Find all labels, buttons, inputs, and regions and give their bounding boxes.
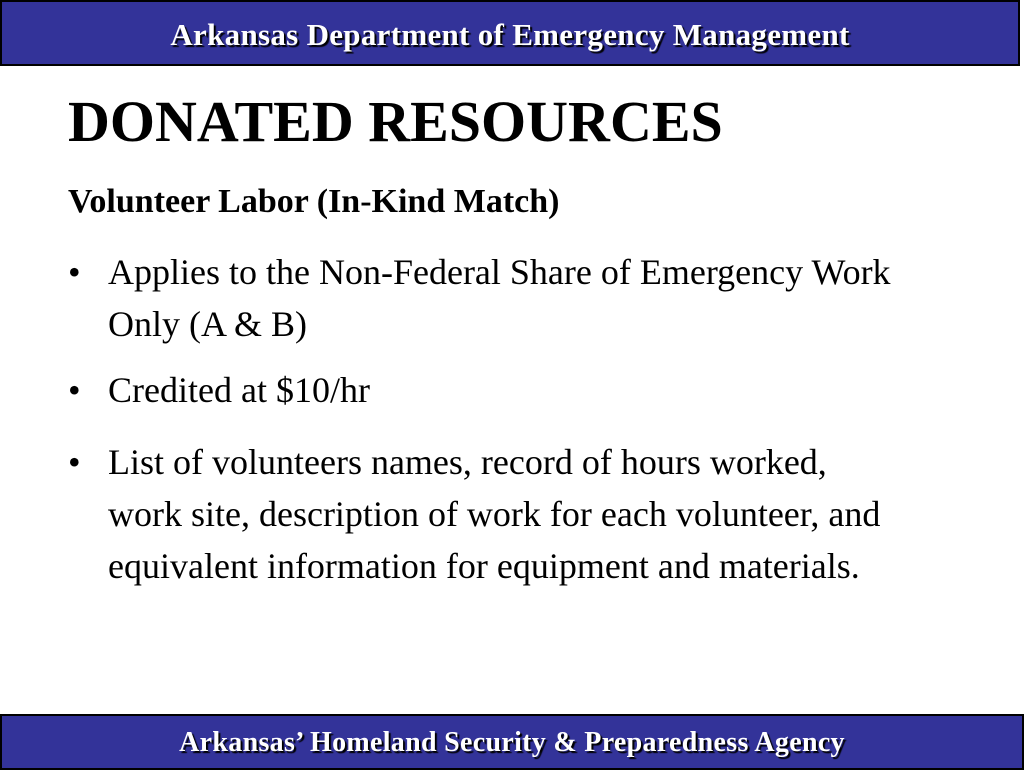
bullet-icon: • — [68, 370, 81, 410]
bullet-icon: • — [68, 442, 81, 482]
bullet-text: Credited at $10/hr — [108, 370, 370, 410]
footer-title: Arkansas’ Homeland Security & Preparedness Agency — [179, 727, 845, 758]
slide-title: DONATED RESOURCES — [68, 89, 723, 154]
bullet-icon: • — [68, 252, 81, 292]
header-title: Arkansas Department of Emergency Management — [170, 17, 850, 52]
bullet-text: List of volunteers names, record of hours worked, work site, description of work for each volunteer, and equivalent information for equipment and materials. — [108, 442, 881, 586]
bullet-text: Applies to the Non-Federal Share of Emergency Work Only (A & B) — [108, 252, 891, 344]
slide-subtitle: Volunteer Labor (In-Kind Match) — [68, 183, 560, 220]
footer-banner — [0, 714, 1024, 770]
header-banner — [0, 0, 1020, 66]
